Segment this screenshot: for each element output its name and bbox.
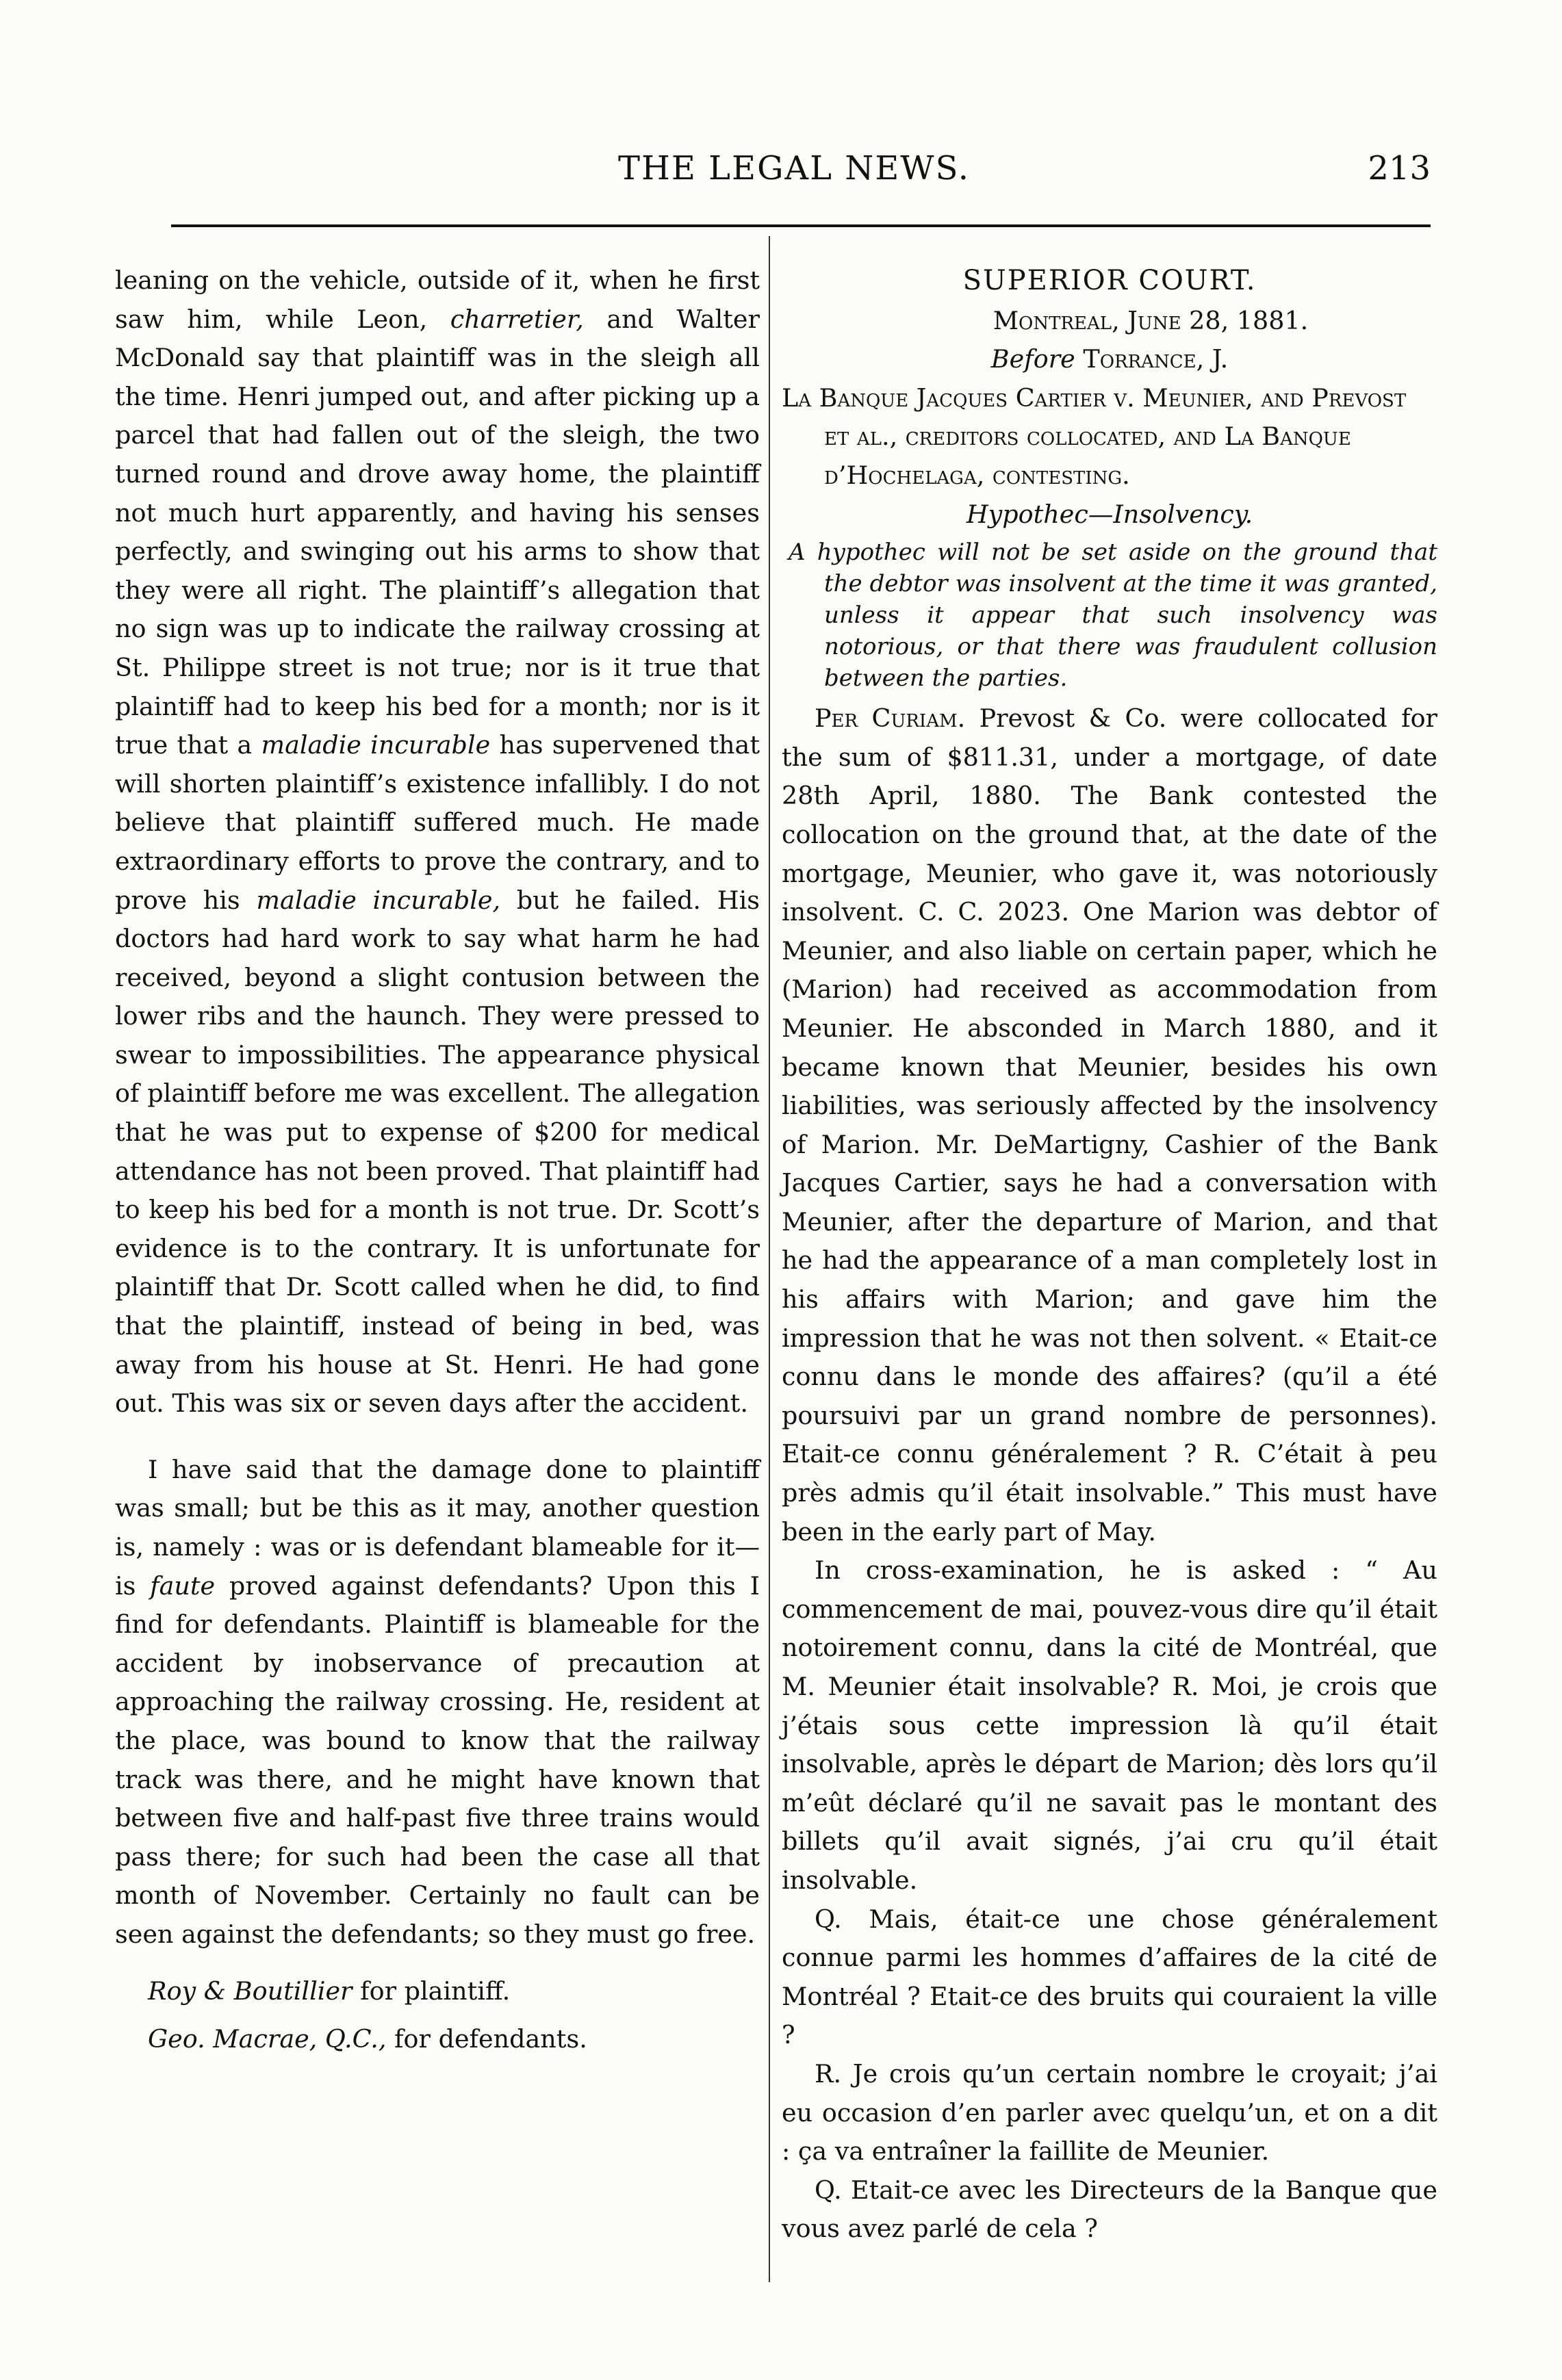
right-paragraph-2: In cross-examination, he is asked : “ Au commencement de mai, pouvez-vous dire qu’il était notoirement connu, dans la cité de Montréal, que M. Meunier était insolvable? R. Moi, je crois que j’étais sous cette impression là qu’il était insolvable, après le départ de Marion; dès lors qu’il m’eût déclaré qu’il ne savait pas le montant des billets qu’il avait signés, j’ai cru qu’il était insolvable.: [782, 1555, 1437, 1895]
counsel-plaintiff: Roy & Boutillier for plaintiff.: [148, 1976, 511, 2006]
before-judge: Before Torrance, J.: [990, 344, 1229, 374]
counsel-defendants: Geo. Macrae, Q.C., for defendants.: [148, 2024, 587, 2054]
page-header: [157, 149, 1431, 204]
right-column: [782, 261, 1437, 2249]
case-title: La Banque Jacques Cartier v. Meunier, and Prevost et al., creditors collocated, and La Banque d’Hochelaga, contesting.: [782, 383, 1407, 490]
right-paragraph-4: R. Je crois qu’un certain nombre le croyait; j’ai eu occasion d’en parler avec quelqu’un, et on a dit : ça va entraîner la faillite de Meunier.: [782, 2058, 1437, 2166]
left-column: [115, 261, 760, 2059]
headnote: A hypothec will not be set aside on the ground that the debtor was insolvent at the time it was granted, unless it appear that such insolvency was notorious, or that there was fraudulent collusion between the parties.: [789, 539, 1437, 693]
left-paragraph-2: I have said that the damage done to plaintiff was small; but be this as it may, another question is, namely : was or is defendant blameable for it—is faute proved against defendants? Upon this I find for defendants. Plaintiff is blameable for the accident by inobservance of precaution at approaching the railway crossing. He, resident at the place, was bound to know that the railway track was there, and he might have known that between five and half-past five three trains would pass there; for such had been the case all that month of November. Certainly no fault can be seen against the defendants; so they must go free.: [115, 1454, 760, 1949]
column-divider: [769, 236, 770, 2282]
place-date: Montreal, June 28, 1881.: [993, 305, 1309, 335]
court-heading: SUPERIOR COURT.: [962, 265, 1257, 296]
case-subject: Hypothec—Insolvency.: [966, 499, 1253, 529]
header-rule: [171, 224, 1431, 227]
right-paragraph-1: Per Curiam. Prevost & Co. were collocated for the sum of $811.31, under a mortgage, of date 28th April, 1880. The Bank contested the collocation on the ground that, at the date of the mortgage, Meunier, who gave it, was notoriously insolvent. C. C. 2023. One Marion was debtor of Meunier, and also liable on certain paper, which he (Marion) had received as accommodation from Meunier. He absconded in March 1880, and it became known that Meunier, besides his own liabilities, was seriously affected by the insolvency of Marion. Mr. DeMartigny, Cashier of the Bank Jacques Cartier, says he had a conversation with Meunier, after the departure of Marion, and that he had the appearance of a man completely lost in his affairs with Marion; and gave him the impression that he was not then solvent. « Etait-ce connu dans le monde des affaires? (qu’il a été poursuivi par un grand nombre de personnes). Etait-ce connu généralement ? R. C’était à peu près admis qu’il était insolvable.” This must have been in the early part of May.: [782, 703, 1438, 1547]
left-paragraph-1: leaning on the vehicle, outside of it, when he first saw him, while Leon, charretier, and Walter McDonald say that plaintiff was in the sleigh all the time. Henri jumped out, and after picking up a parcel that had fallen out of the sleigh, the two turned round and drove away home, the plaintiff not much hurt apparently, and having his senses perfectly, and swinging out his arms to show that they were all right. The plaintiff’s allegation that no sign was up to indicate the railway crossing at St. Philippe street is not true; nor is it true that plaintiff had to keep his bed for a month; nor is it true that a maladie incurable has supervened that will shorten plaintiff’s existence infallibly. I do not believe that plaintiff suffered much. He made extraordinary efforts to prove the contrary, and to prove his maladie incurable, but he failed. His doctors had hard work to say what harm he had received, beyond a slight contusion between the lower ribs and the haunch. They were pressed to swear to impossibilities. The appearance physical of plaintiff before me was excellent. The allegation that he was put to expense of $200 for medical attendance has not been proved. That plaintiff had to keep his bed for a month is not true. Dr. Scott’s evidence is to the contrary. It is unfortunate for plaintiff that Dr. Scott called when he did, to find that the plaintiff, instead of being in bed, was away from his house at St. Henri. He had gone out. This was six or seven days after the accident.: [115, 266, 760, 1419]
page-number: 213: [1368, 149, 1431, 187]
journal-title: THE LEGAL NEWS.: [617, 149, 971, 187]
right-paragraph-3: Q. Mais, était-ce une chose généralement connue parmi les hommes d’affaires de la cité de Montréal ? Etait-ce des bruits qui couraient la ville ?: [782, 1904, 1437, 2050]
right-paragraph-5: Q. Etait-ce avec les Directeurs de la Banque que vous avez parlé de cela ?: [782, 2175, 1437, 2244]
